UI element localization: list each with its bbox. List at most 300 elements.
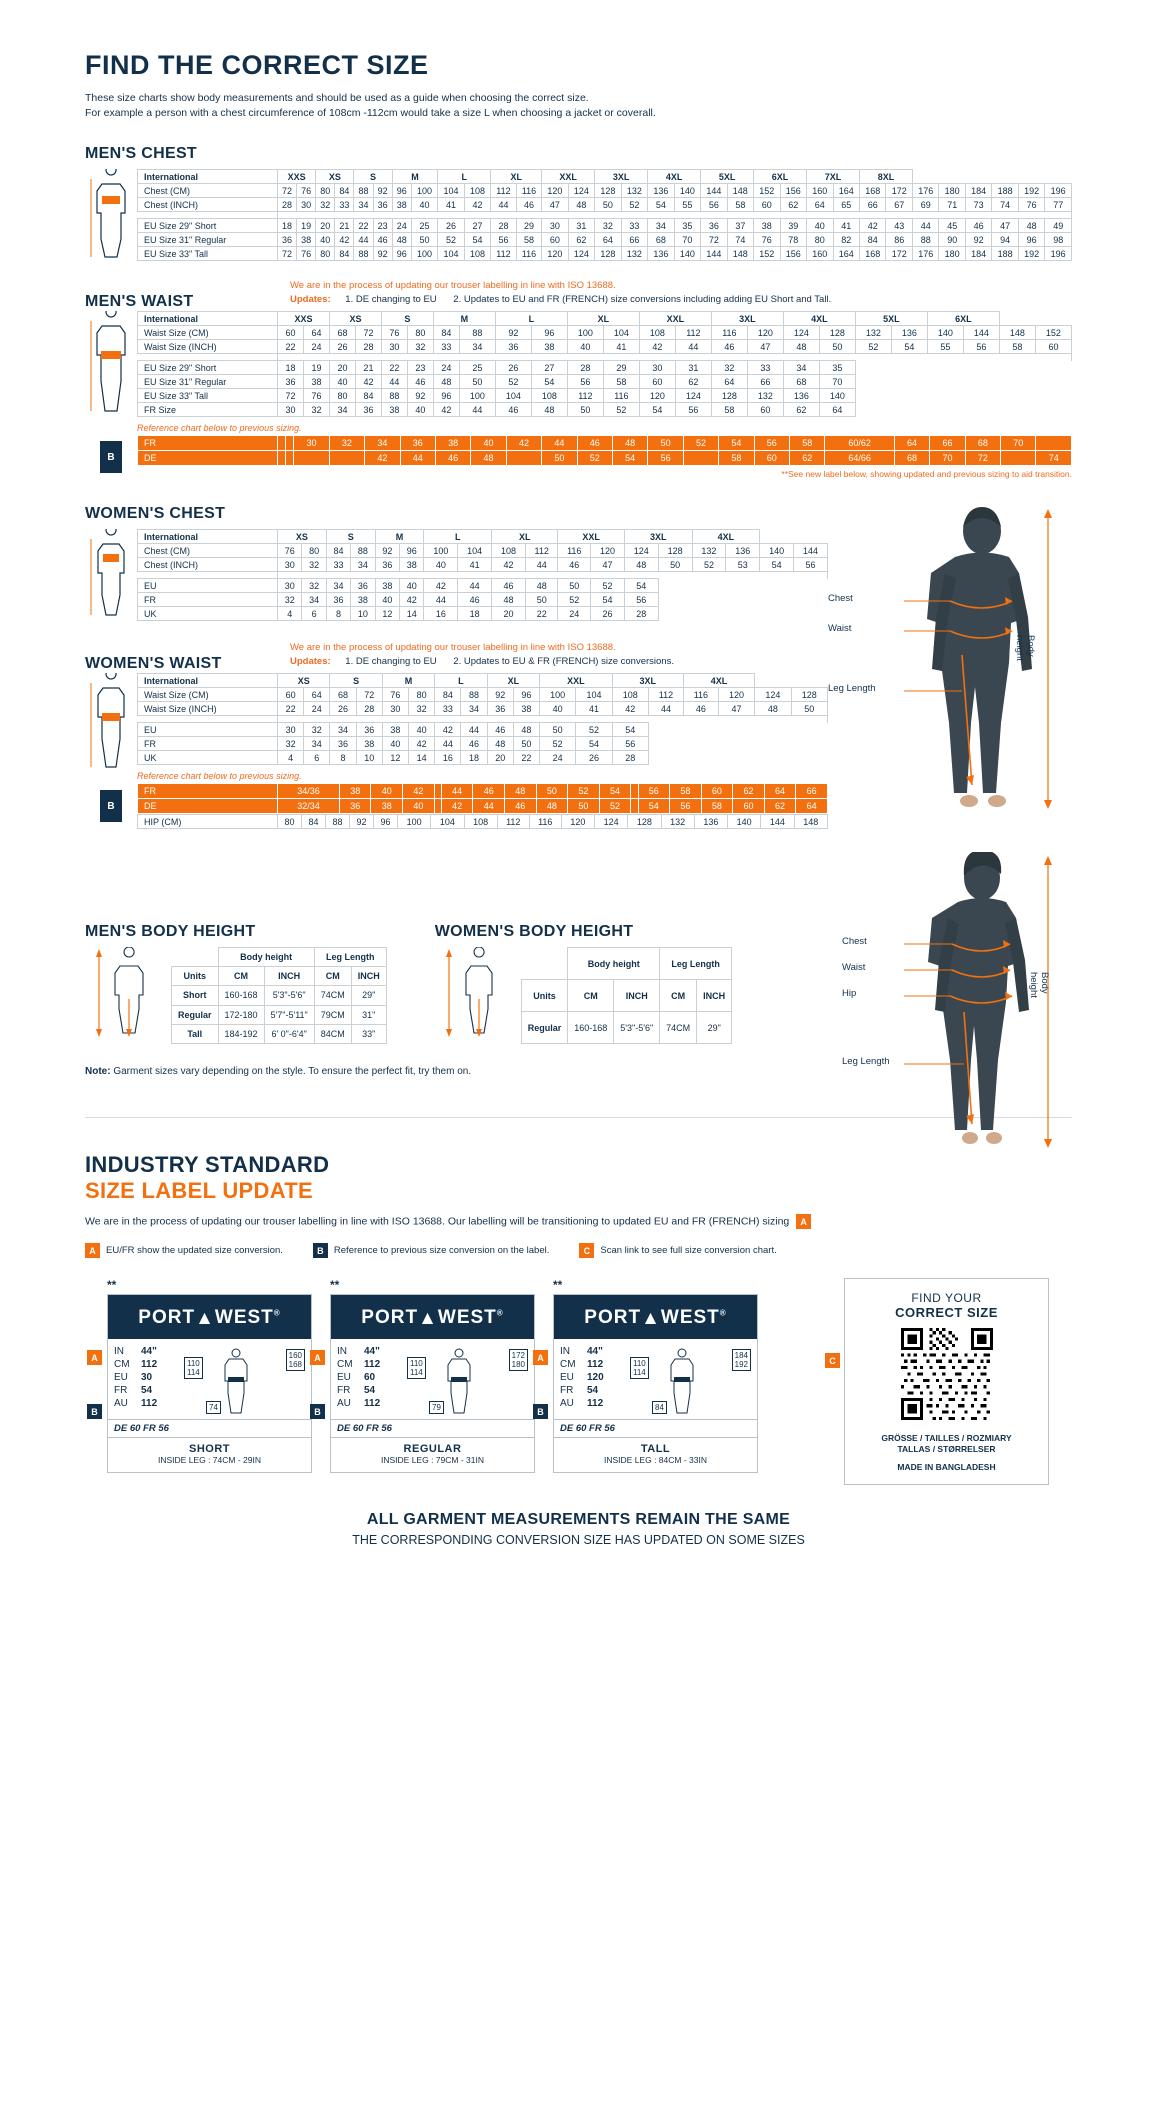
- table-cell: 76: [303, 389, 329, 403]
- table-cell: 54: [719, 436, 754, 451]
- table-cell: 50: [513, 737, 539, 751]
- column-header: CM: [568, 980, 614, 1012]
- womens-body-height-block: [435, 923, 732, 1044]
- table-cell: 76: [297, 184, 316, 198]
- label-measurements: [331, 1339, 534, 1419]
- table-cell: 30: [542, 219, 568, 233]
- mens-waist-figure: [85, 311, 137, 420]
- table-cell: 74: [992, 198, 1018, 212]
- label-size-row: [114, 1397, 184, 1410]
- table-cell: 62: [733, 784, 765, 799]
- label-person-icon: [664, 1347, 700, 1417]
- table-cell: 88: [354, 184, 373, 198]
- table-cell: 50: [542, 451, 577, 466]
- table-cell: 44: [648, 702, 683, 716]
- table-cell: 88: [381, 389, 407, 403]
- table-header-row: [138, 674, 828, 688]
- table-cell: 68: [330, 688, 356, 702]
- mens-waist-updates: [290, 294, 1072, 305]
- column-header: 5XL: [701, 170, 754, 184]
- table-cell: 47: [747, 340, 783, 354]
- table-cell: 60: [754, 451, 789, 466]
- table-cell: 42: [409, 737, 435, 751]
- label-size-list: [337, 1345, 407, 1419]
- table-cell: 64: [894, 436, 929, 451]
- table-cell: [1036, 436, 1072, 451]
- table-cell: 116: [529, 815, 561, 829]
- table-cell: 68: [965, 436, 1000, 451]
- table-cell: 188: [992, 184, 1018, 198]
- table-cell: [434, 784, 441, 799]
- table-cell: 40: [540, 702, 576, 716]
- table-cell: 88: [326, 815, 350, 829]
- table-cell: 46: [373, 233, 392, 247]
- table-group-header-row: [521, 948, 731, 980]
- table-cell: 100: [398, 815, 431, 829]
- table-cell: 116: [683, 688, 718, 702]
- table-cell: 100: [411, 247, 437, 261]
- table-cell: 52: [621, 198, 647, 212]
- table-cell: 41: [438, 198, 464, 212]
- label-chest-box: 110 114: [630, 1357, 649, 1379]
- column-header: 5XL: [855, 312, 927, 326]
- table-cell: 54: [531, 375, 567, 389]
- column-header: L: [435, 674, 487, 688]
- table-cell: 58: [790, 436, 825, 451]
- table-cell: 40: [409, 723, 435, 737]
- womens-waist-updates: [290, 656, 828, 667]
- label-size-key: FR: [560, 1385, 574, 1396]
- table-cell: 30: [278, 723, 304, 737]
- portwest-chevron-icon: ▲: [641, 1308, 661, 1329]
- label-size-key: AU: [560, 1398, 574, 1409]
- label-size-row: [114, 1384, 184, 1397]
- table-cell: 44: [525, 558, 558, 572]
- table-cell: 184-192: [218, 1024, 264, 1043]
- table-cell: 36: [278, 375, 304, 389]
- table-cell: 82: [833, 233, 859, 247]
- label-box: [330, 1294, 535, 1473]
- table-cell: 80: [807, 233, 833, 247]
- label-size-key: AU: [114, 1398, 128, 1409]
- table-cell: 52: [692, 558, 726, 572]
- table-cell: 76: [1018, 198, 1044, 212]
- table-cell: 34: [304, 737, 330, 751]
- table-cell: 54: [624, 579, 658, 593]
- row-label: Chest (INCH): [138, 198, 278, 212]
- table-cell: 124: [783, 326, 819, 340]
- table-cell: 34: [461, 702, 487, 716]
- label-size-value: 112: [141, 1398, 158, 1409]
- table-cell: 12: [375, 607, 399, 621]
- womens-waist-ref-note: Reference chart below to previous sizing.: [137, 771, 302, 781]
- table-cell: 60: [1035, 340, 1071, 354]
- table-cell: 96: [433, 389, 459, 403]
- table-cell: 50: [658, 558, 692, 572]
- row-label: UK: [138, 607, 278, 621]
- table-cell: 38: [513, 702, 539, 716]
- table-cell: 44: [458, 579, 492, 593]
- table-cell: 72: [355, 326, 381, 340]
- table-cell: 104: [438, 184, 464, 198]
- table-cell: 88: [351, 544, 375, 558]
- womens-chest-table: [137, 529, 828, 621]
- table-cell: 144: [701, 184, 727, 198]
- table-cell: 132: [621, 184, 647, 198]
- label-fit-footer: [331, 1437, 534, 1472]
- label-inside-leg: INSIDE LEG : 74CM - 29IN: [158, 1455, 261, 1465]
- table-cell: 23: [373, 219, 392, 233]
- table-cell: 80: [302, 544, 326, 558]
- table-cell: 44: [400, 451, 435, 466]
- table-cell: 50: [536, 784, 568, 799]
- group-header: Body height: [218, 948, 314, 967]
- label-inside-leg: INSIDE LEG : 79CM - 31IN: [381, 1455, 484, 1465]
- table-cell: 88: [354, 247, 373, 261]
- table-cell: 108: [464, 184, 490, 198]
- table-cell: [506, 451, 541, 466]
- table-cell: 32: [329, 436, 364, 451]
- label-size-key: AU: [337, 1398, 351, 1409]
- table-cell: 180: [939, 184, 965, 198]
- table-cell: 144: [794, 544, 828, 558]
- table-cell: 104: [495, 389, 531, 403]
- qr-languages-line-1: GRÖSSE / TAILLES / ROZMIARY: [881, 1433, 1012, 1443]
- table-cell: 56: [491, 233, 516, 247]
- table-cell: 54: [591, 593, 625, 607]
- table-cell: [329, 451, 364, 466]
- table-cell: 50: [791, 702, 828, 716]
- column-header: 6XL: [927, 312, 999, 326]
- table-cell: 100: [411, 184, 437, 198]
- table-cell: 58: [727, 198, 753, 212]
- table-row: [138, 247, 1072, 261]
- label-size-key: FR: [337, 1385, 351, 1396]
- table-cell: 48: [531, 403, 567, 417]
- table-cell: 140: [674, 247, 700, 261]
- mens-waist-title: MEN'S WAIST: [85, 293, 194, 310]
- table-cell: [278, 451, 286, 466]
- table-cell: 140: [674, 184, 700, 198]
- table-header-row: [172, 967, 387, 986]
- table-cell: 42: [464, 198, 490, 212]
- table-cell: 34/36: [278, 784, 340, 799]
- garment-note-prefix: Note:: [85, 1066, 111, 1077]
- table-row: [138, 361, 1072, 375]
- mens-body-height-table: [171, 947, 387, 1044]
- group-header: Leg Length: [660, 948, 732, 980]
- table-cell: 60: [278, 688, 304, 702]
- womens-waist-updates-label: Updates:: [290, 656, 331, 667]
- table-cell: 6: [304, 751, 330, 765]
- table-row: [172, 1024, 387, 1043]
- table-cell: 38: [303, 375, 329, 389]
- table-cell: 70: [1001, 436, 1036, 451]
- table-row: [138, 389, 1072, 403]
- table-row: [138, 723, 828, 737]
- intro-line-2: For example a person with a chest circumference of 108cm -112cm would take a size L when choosing a jacket or coverall.: [85, 107, 656, 119]
- table-cell: 30: [294, 436, 329, 451]
- table-cell: [631, 784, 638, 799]
- table-cell: [1001, 451, 1036, 466]
- table-cell: 112: [675, 326, 711, 340]
- table-cell: 144: [761, 815, 794, 829]
- table-row: [138, 558, 828, 572]
- table-cell: 76: [297, 247, 316, 261]
- table-cell: 46: [558, 558, 591, 572]
- label-figure: [184, 1345, 305, 1419]
- table-cell: 132: [747, 389, 783, 403]
- table-cell: 76: [754, 233, 780, 247]
- mens-chest-block: [85, 169, 1072, 266]
- table-cell: 34: [326, 579, 350, 593]
- table-cell: 54: [576, 737, 612, 751]
- table-cell: 124: [624, 544, 658, 558]
- label-size-list: [114, 1345, 184, 1419]
- table-row: [138, 340, 1072, 354]
- mens-waist-update-1: 1. DE changing to EU: [345, 294, 437, 305]
- table-cell: 32: [304, 723, 330, 737]
- table-cell: 124: [675, 389, 711, 403]
- male-waist-icon: [85, 311, 137, 415]
- label-size-row: [114, 1371, 184, 1384]
- womens-waist-iso-note: We are in the process of updating our trouser labelling in line with ISO 13688.: [290, 642, 616, 653]
- table-spacer-row: [138, 572, 828, 579]
- table-cell: 16: [424, 607, 458, 621]
- table-cell: 44: [381, 375, 407, 389]
- table-cell: 64/66: [825, 451, 894, 466]
- table-cell: 46: [711, 340, 747, 354]
- table-cell: 28: [612, 751, 648, 765]
- womens-waist-update-1: 1. DE changing to EU: [345, 656, 437, 667]
- table-cell: 29": [697, 1012, 732, 1044]
- table-cell: 42: [424, 579, 458, 593]
- column-header: 3XL: [624, 530, 692, 544]
- label-inside-leg: INSIDE LEG : 84CM - 33IN: [604, 1455, 707, 1465]
- table-cell: 40: [375, 593, 399, 607]
- table-cell: 40: [329, 375, 355, 389]
- table-row: [138, 233, 1072, 247]
- label-stars: **: [330, 1278, 340, 1292]
- table-cell: 34: [648, 219, 674, 233]
- column-header: XXL: [540, 674, 613, 688]
- table-cell: 73: [965, 198, 991, 212]
- table-cell: 74CM: [660, 1012, 697, 1044]
- column-header: INCH: [614, 980, 660, 1012]
- table-cell: 92: [350, 815, 374, 829]
- table-cell: 41: [833, 219, 859, 233]
- registered-icon: ®: [496, 1308, 504, 1318]
- label-size-row: [560, 1345, 630, 1358]
- table-cell: 196: [1045, 184, 1072, 198]
- table-cell: 48: [505, 784, 537, 799]
- table-cell: 72: [278, 184, 297, 198]
- table-cell: 136: [648, 247, 674, 261]
- label-size-value: 112: [364, 1359, 381, 1370]
- table-cell: 176: [912, 247, 938, 261]
- table-cell: 29: [603, 361, 639, 375]
- table-cell: 34: [354, 198, 373, 212]
- label-size-row: [114, 1345, 184, 1358]
- table-cell: 42: [335, 233, 354, 247]
- table-cell: 116: [558, 544, 591, 558]
- table-cell: 128: [595, 184, 621, 198]
- mens-body-height-title: MEN'S BODY HEIGHT: [85, 923, 256, 940]
- legend: [85, 1243, 1072, 1258]
- label-size-value: 44": [364, 1346, 380, 1357]
- column-header: 4XL: [692, 530, 760, 544]
- row-label: FR: [138, 436, 278, 451]
- table-cell: 80: [316, 247, 335, 261]
- label-box: [553, 1294, 758, 1473]
- table-cell: 8: [330, 751, 356, 765]
- table-cell: 24: [303, 340, 329, 354]
- table-cell: 50: [411, 233, 437, 247]
- womens-chest-block: [85, 529, 828, 624]
- table-cell: 29: [516, 219, 541, 233]
- table-cell: 128: [595, 247, 621, 261]
- table-cell: 40: [807, 219, 833, 233]
- table-cell: 76: [382, 688, 408, 702]
- table-cell: 56: [675, 403, 711, 417]
- qr-code[interactable]: [901, 1328, 993, 1420]
- table-cell: 19: [297, 219, 316, 233]
- table-cell: 58: [701, 799, 733, 814]
- column-header: INCH: [697, 980, 732, 1012]
- label-leg-box: 84: [652, 1401, 667, 1414]
- table-cell: 44: [354, 233, 373, 247]
- table-cell: 80: [329, 389, 355, 403]
- table-cell: 148: [794, 815, 827, 829]
- table-cell: 36: [495, 340, 531, 354]
- table-row: [138, 403, 1072, 417]
- table-cell: 32: [316, 198, 335, 212]
- table-cell: 30: [278, 558, 302, 572]
- table-cell: 46: [683, 702, 718, 716]
- table-cell: 40: [403, 799, 435, 814]
- table-cell: 14: [409, 751, 435, 765]
- table-cell: 92: [375, 544, 399, 558]
- row-label: Chest (INCH): [138, 558, 278, 572]
- table-cell: 38: [297, 233, 316, 247]
- table-cell: 42: [506, 436, 541, 451]
- table-cell: 184: [965, 184, 991, 198]
- label-height-box: 160 168: [286, 1349, 305, 1371]
- table-cell: 60: [754, 198, 780, 212]
- table-cell: 58: [711, 403, 747, 417]
- table-cell: 62: [568, 233, 594, 247]
- qr-title-2: CORRECT SIZE: [895, 1305, 998, 1320]
- table-cell: 54: [648, 198, 674, 212]
- table-cell: 40: [400, 579, 424, 593]
- row-label: EU Size 29" Short: [138, 219, 278, 233]
- table-cell: 32: [302, 579, 326, 593]
- table-cell: 33: [621, 219, 647, 233]
- table-cell: 28: [278, 198, 297, 212]
- table-cell: 26: [330, 702, 356, 716]
- table-cell: 24: [433, 361, 459, 375]
- table-cell: 60: [701, 784, 733, 799]
- table-cell: 98: [1045, 233, 1072, 247]
- table-cell: 25: [411, 219, 437, 233]
- table-cell: 48: [471, 451, 506, 466]
- table-cell: 22: [278, 702, 304, 716]
- previous-size-row: [138, 451, 1072, 466]
- table-cell: 46: [435, 451, 470, 466]
- label-examples: [85, 1278, 1072, 1485]
- table-cell: 62: [790, 451, 825, 466]
- male-waist-label: Waist: [828, 623, 852, 634]
- table-cell: 54: [612, 723, 648, 737]
- table-cell: 14: [400, 607, 424, 621]
- label-stars: **: [107, 1278, 117, 1292]
- table-cell: 124: [568, 247, 594, 261]
- table-cell: 20: [487, 751, 513, 765]
- table-cell: 76: [381, 326, 407, 340]
- table-cell: 56: [794, 558, 828, 572]
- table-cell: 56: [638, 784, 670, 799]
- table-cell: 86: [886, 233, 912, 247]
- label-chest-box: 110 114: [184, 1357, 203, 1379]
- column-header: XS: [278, 530, 327, 544]
- female-hip-label: Hip: [842, 988, 857, 999]
- table-cell: 48: [433, 375, 459, 389]
- table-cell: 33: [435, 702, 461, 716]
- table-cell: 79CM: [314, 1005, 351, 1024]
- table-cell: 72: [965, 451, 1000, 466]
- table-row: [138, 184, 1072, 198]
- table-cell: 54: [760, 558, 794, 572]
- table-cell: 24: [304, 702, 330, 716]
- table-cell: 48: [536, 799, 568, 814]
- table-cell: 44: [424, 593, 458, 607]
- table-cell: 136: [891, 326, 927, 340]
- column-header: Units: [521, 980, 568, 1012]
- footer-line-1: ALL GARMENT MEASUREMENTS REMAIN THE SAME: [366, 1511, 791, 1528]
- table-cell: 62: [780, 198, 806, 212]
- table-cell: 34: [330, 723, 356, 737]
- table-cell: 44: [459, 403, 495, 417]
- size-label-card: [314, 1278, 535, 1473]
- table-cell: 84: [860, 233, 886, 247]
- womens-chest-title: WOMEN'S CHEST: [85, 505, 226, 522]
- column-header: 3XL: [612, 674, 683, 688]
- womens-waist-title: WOMEN'S WAIST: [85, 655, 222, 672]
- label-size-row: [114, 1358, 184, 1371]
- previous-size-row: [138, 436, 1072, 451]
- legend-text-c: Scan link to see full size conversion chart.: [600, 1245, 777, 1256]
- label-size-key: IN: [114, 1346, 124, 1357]
- table-cell: 148: [999, 326, 1035, 340]
- label-brand-bar: [108, 1295, 311, 1339]
- table-cell: 120: [639, 389, 675, 403]
- qr-languages-line-2: TALLAS / STØRRELSER: [897, 1444, 996, 1454]
- table-cell: 8: [326, 607, 350, 621]
- male-chest-label: Chest: [828, 593, 853, 604]
- table-cell: 88: [912, 233, 938, 247]
- table-cell: 36: [330, 737, 356, 751]
- table-cell: 42: [860, 219, 886, 233]
- label-fit: REGULAR: [403, 1443, 462, 1455]
- table-cell: 64: [796, 799, 828, 814]
- table-cell: 4: [278, 751, 304, 765]
- table-cell: 30: [639, 361, 675, 375]
- table-cell: 48: [513, 723, 539, 737]
- table-cell: 36: [339, 799, 371, 814]
- table-cell: 52: [558, 593, 591, 607]
- label-size-key: EU: [337, 1372, 351, 1383]
- table-cell: 28: [624, 607, 658, 621]
